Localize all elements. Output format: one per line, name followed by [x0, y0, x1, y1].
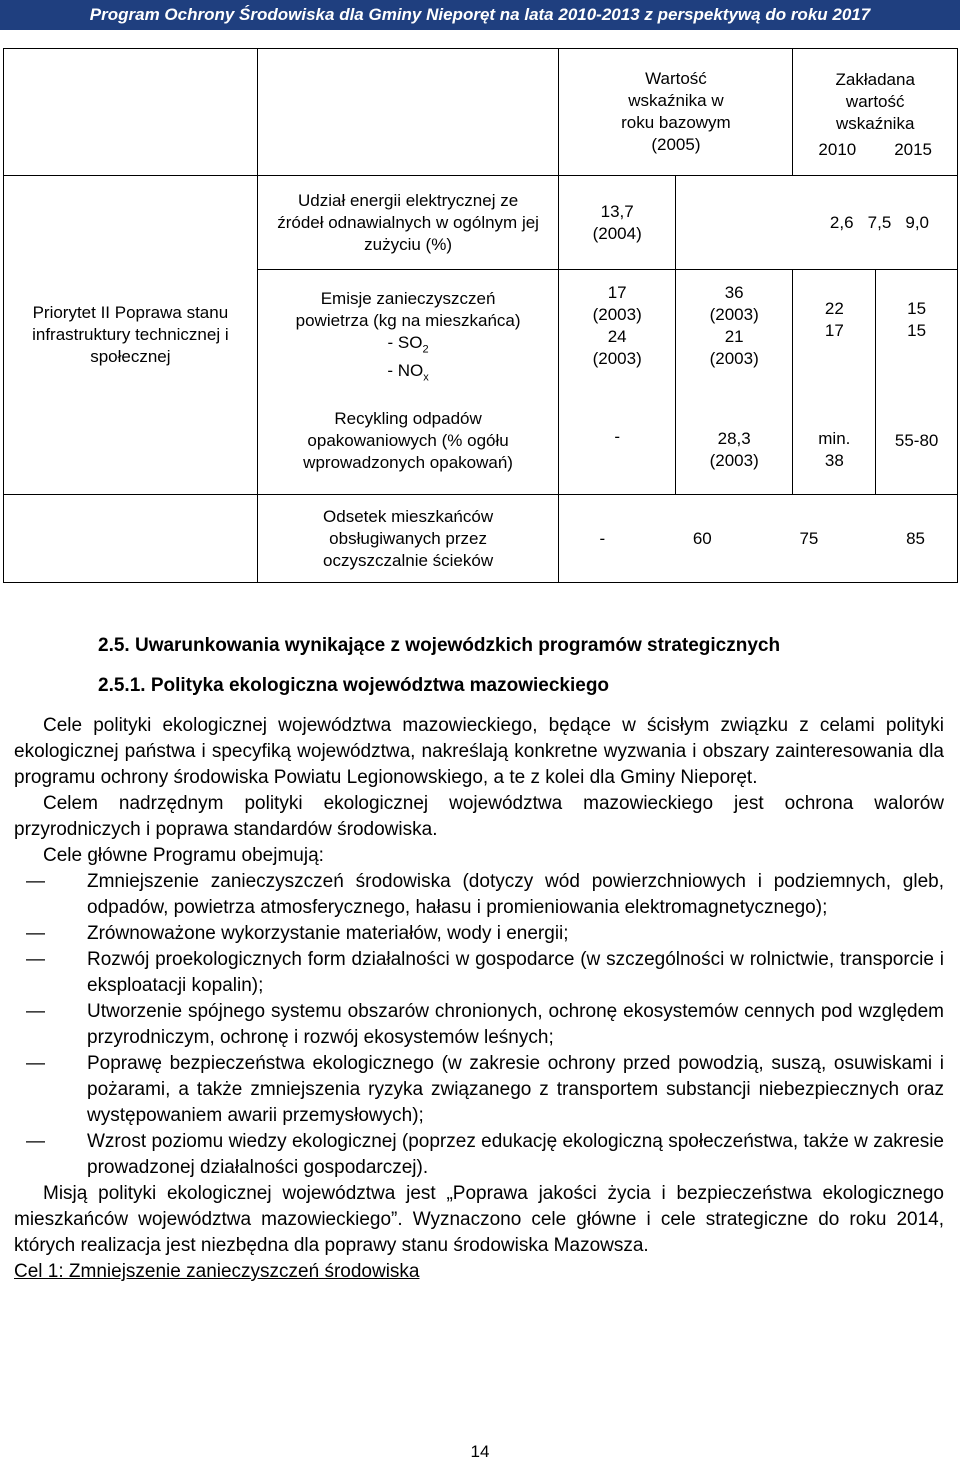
list-item: — Rozwój proekologicznych form działalności w gospodarce (w szczególności w rolnictwie, transporcie i eksploatacji kopalin);	[14, 947, 944, 999]
section-heading: 2.5. Uwarunkowania wynikające z wojewódzkich programów strategicznych	[98, 635, 781, 656]
year-2015: 2015	[894, 140, 933, 159]
subsection-heading: 2.5.1. Polityka ekologiczna województwa mazowieckiego	[98, 675, 610, 696]
target-values	[559, 495, 958, 583]
value-cell: 22 17 min. 38	[793, 270, 876, 495]
value-cell: 75	[799, 528, 819, 548]
priority-cell: Priorytet II Poprawa stanu infrastruktury technicznej i społecznej	[4, 176, 258, 495]
value-cell: -	[599, 528, 606, 548]
indicator-label: Odsetek mieszkańców obsługiwanych przez oczyszczalnie ścieków	[257, 495, 559, 583]
empty-cell	[257, 49, 559, 176]
paragraph: Cele polityki ekologicznej województwa mazowieckiego, będące w ścisłym związku z celami polityki ekologicznej państwa i specyfiką województwa, nakreślają konkretne wyzwania i obszary zainteresowania dla programu ochrony środowiska Powiatu Legionowskiego, a te z kolei dla Gminy Nieporęt.	[14, 715, 944, 788]
paragraph: Celem nadrzędnym polityki ekologicznej województwa mazowieckiego jest ochrona walorów przyrodniczych i poprawa standardów środowiska.	[14, 793, 944, 840]
header-base-value: Wartość wskaźnika w roku bazowym (2005)	[559, 49, 793, 176]
list-item: — Zmniejszenie zanieczyszczeń środowiska (dotyczy wód powierzchniowych i podziemnych, gleb, odpadów, powietrza atmosferycznego, hałasu i promieniowania elektromagnetycznego);	[14, 869, 944, 921]
table-row	[4, 176, 958, 270]
list-item: — Wzrost poziomu wiedzy ekologicznej (poprzez edukację ekologiczną społeczeństwa, także w zakresie prowadzonej działalności gospodarczej).	[14, 1129, 944, 1181]
paragraph: Misją polityki ekologicznej województwa jest „Poprawa jakości życia i bezpieczeństwa ekologicznego mieszkańców województwa mazowieckiego”. Wyznaczono cele główne i cele strategiczne do roku 2014, których realizacja jest niezbędna dla poprawy stanu środowiska Mazowsza.	[14, 1183, 944, 1256]
base-value: 13,7 (2004)	[559, 176, 675, 270]
goals-list	[14, 869, 944, 1181]
value-cell: 2,6	[829, 212, 854, 232]
header-target-value: Zakładana wartość wskaźnika 2010 2015	[793, 49, 958, 176]
empty-cell	[4, 49, 258, 176]
page-number: 14	[470, 1442, 490, 1461]
year-2010: 2010	[818, 140, 857, 159]
indicator-table	[3, 48, 958, 583]
body-text	[14, 713, 944, 1285]
list-item: — Zrównoważone wykorzystanie materiałów, wody i energii;	[14, 921, 944, 947]
value-cell: 36 (2003) 21 (2003) 28,3 (2003)	[675, 270, 793, 495]
value-cell: 9,0	[905, 212, 929, 232]
base-value: 17 (2003) 24 (2003) -	[559, 270, 675, 495]
goal-heading: Cel 1: Zmniejszenie zanieczyszczeń środowiska	[14, 1261, 420, 1282]
table-header-row	[4, 49, 958, 176]
empty-cell	[4, 495, 258, 583]
value-cell: 60	[692, 528, 712, 548]
target-values	[675, 176, 957, 270]
indicator-label: Emisje zanieczyszczeń powietrza (kg na mieszkańca) - $SO_2$ - $NO_x$ Recykling odpadów opakowaniowych (% ogółu wprowadzonych opakowań)	[257, 270, 559, 495]
value-cell: 7,5	[867, 212, 892, 232]
indicator-label: Udział energii elektrycznej ze źródeł odnawialnych w ogólnym jej zużyciu (%)	[257, 176, 559, 270]
running-header: Program Ochrony Środowiska dla Gminy Nieporęt na lata 2010-2013 z perspektywą do roku 2017	[0, 0, 960, 30]
table-row	[4, 495, 958, 583]
value-cell: 15 15 55-80	[876, 270, 958, 495]
list-item: — Utworzenie spójnego systemu obszarów chronionych, ochronę ekosystemów cennych pod względem przyrodniczym, ochronę i rozwój ekosystemów leśnych;	[14, 999, 944, 1051]
paragraph: Cele główne Programu obejmują:	[43, 845, 324, 866]
list-item: — Poprawę bezpieczeństwa ekologicznego (w zakresie ochrony przed powodzią, suszą, osuwiskami i pożarami, a także zmniejszenia ryzyka związanego z transportem substancji niebezpiecznych oraz występowaniem awarii przemysłowych);	[14, 1051, 944, 1129]
value-cell: 85	[906, 528, 925, 548]
